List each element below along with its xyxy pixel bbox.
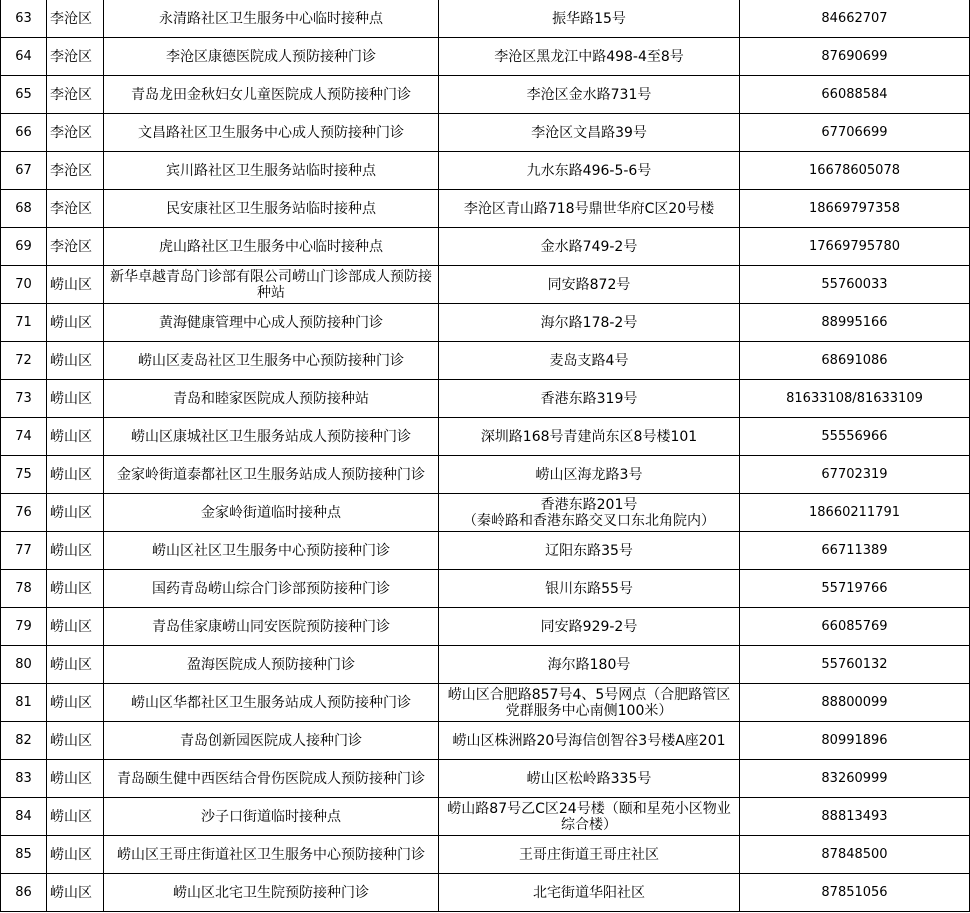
district-cell: 李沧区 — [47, 152, 104, 190]
table-row — [1, 190, 970, 228]
address-cell: 崂山区松岭路335号 — [439, 760, 740, 798]
table-row — [1, 0, 970, 38]
district-cell: 崂山区 — [47, 380, 104, 418]
row-number: 81 — [1, 684, 47, 722]
phone-cell: 18660211791 — [740, 494, 970, 532]
address-cell: 海尔路178-2号 — [439, 304, 740, 342]
site-name-cell: 崂山区康城社区卫生服务站成人预防接种门诊 — [104, 418, 439, 456]
table-row — [1, 228, 970, 266]
row-number: 70 — [1, 266, 47, 304]
site-name-cell: 盈海医院成人预防接种门诊 — [104, 646, 439, 684]
table-row — [1, 304, 970, 342]
address-cell: 金水路749-2号 — [439, 228, 740, 266]
district-cell: 崂山区 — [47, 342, 104, 380]
table-body — [1, 0, 970, 912]
address-cell: 李沧区文昌路39号 — [439, 114, 740, 152]
phone-cell: 67706699 — [740, 114, 970, 152]
row-number: 78 — [1, 570, 47, 608]
district-cell: 崂山区 — [47, 494, 104, 532]
address-cell: 香港东路319号 — [439, 380, 740, 418]
row-number: 64 — [1, 38, 47, 76]
address-cell: 崂山路87号乙C区24号楼（颐和星苑小区物业综合楼） — [439, 798, 740, 836]
phone-cell: 18669797358 — [740, 190, 970, 228]
site-name-cell: 文昌路社区卫生服务中心成人预防接种门诊 — [104, 114, 439, 152]
site-name-cell: 沙子口街道临时接种点 — [104, 798, 439, 836]
address-cell: 海尔路180号 — [439, 646, 740, 684]
row-number: 82 — [1, 722, 47, 760]
district-cell: 崂山区 — [47, 798, 104, 836]
row-number: 71 — [1, 304, 47, 342]
phone-cell: 55719766 — [740, 570, 970, 608]
table-row — [1, 38, 970, 76]
address-cell: 崂山区海龙路3号 — [439, 456, 740, 494]
address-cell: 崂山区合肥路857号4、5号网点（合肥路管区党群服务中心南侧100米） — [439, 684, 740, 722]
table-row — [1, 114, 970, 152]
site-name-cell: 新华卓越青岛门诊部有限公司崂山门诊部成人预防接种站 — [104, 266, 439, 304]
row-number: 72 — [1, 342, 47, 380]
site-name-cell: 崂山区北宅卫生院预防接种门诊 — [104, 874, 439, 912]
phone-cell: 87851056 — [740, 874, 970, 912]
phone-cell: 16678605078 — [740, 152, 970, 190]
row-number: 79 — [1, 608, 47, 646]
site-name-cell: 青岛龙田金秋妇女儿童医院成人预防接种门诊 — [104, 76, 439, 114]
site-name-cell: 民安康社区卫生服务站临时接种点 — [104, 190, 439, 228]
row-number: 86 — [1, 874, 47, 912]
table-row — [1, 152, 970, 190]
district-cell: 李沧区 — [47, 38, 104, 76]
address-cell: 银川东路55号 — [439, 570, 740, 608]
phone-cell: 55760033 — [740, 266, 970, 304]
table-row — [1, 798, 970, 836]
row-number: 85 — [1, 836, 47, 874]
district-cell: 崂山区 — [47, 532, 104, 570]
address-cell: 李沧区青山路718号鼎世华府C区20号楼 — [439, 190, 740, 228]
phone-cell: 88800099 — [740, 684, 970, 722]
address-cell: 崂山区株洲路20号海信创智谷3号楼A座201 — [439, 722, 740, 760]
phone-cell: 88995166 — [740, 304, 970, 342]
table-row — [1, 722, 970, 760]
row-number: 76 — [1, 494, 47, 532]
table-row — [1, 342, 970, 380]
site-name-cell: 崂山区社区卫生服务中心预防接种门诊 — [104, 532, 439, 570]
address-cell: 王哥庄街道王哥庄社区 — [439, 836, 740, 874]
site-name-cell: 虎山路社区卫生服务中心临时接种点 — [104, 228, 439, 266]
site-name-cell: 崂山区麦岛社区卫生服务中心预防接种门诊 — [104, 342, 439, 380]
phone-cell: 66711389 — [740, 532, 970, 570]
table-row — [1, 76, 970, 114]
address-cell: 同安路929-2号 — [439, 608, 740, 646]
district-cell: 李沧区 — [47, 0, 104, 38]
table-row — [1, 380, 970, 418]
row-number: 75 — [1, 456, 47, 494]
address-cell: 麦岛支路4号 — [439, 342, 740, 380]
table-row — [1, 874, 970, 912]
address-cell: 香港东路201号 （秦岭路和香港东路交叉口东北角院内） — [439, 494, 740, 532]
phone-cell: 80991896 — [740, 722, 970, 760]
site-name-cell: 青岛和睦家医院成人预防接种站 — [104, 380, 439, 418]
district-cell: 崂山区 — [47, 608, 104, 646]
district-cell: 崂山区 — [47, 722, 104, 760]
district-cell: 崂山区 — [47, 456, 104, 494]
address-cell: 深圳路168号青建尚东区8号楼101 — [439, 418, 740, 456]
site-name-cell: 青岛佳家康崂山同安医院预防接种门诊 — [104, 608, 439, 646]
district-cell: 李沧区 — [47, 190, 104, 228]
row-number: 68 — [1, 190, 47, 228]
district-cell: 崂山区 — [47, 266, 104, 304]
phone-cell: 87848500 — [740, 836, 970, 874]
site-name-cell: 黄海健康管理中心成人预防接种门诊 — [104, 304, 439, 342]
phone-cell: 84662707 — [740, 0, 970, 38]
phone-cell: 83260999 — [740, 760, 970, 798]
row-number: 69 — [1, 228, 47, 266]
table-row — [1, 456, 970, 494]
row-number: 84 — [1, 798, 47, 836]
site-name-cell: 宾川路社区卫生服务站临时接种点 — [104, 152, 439, 190]
table-row — [1, 608, 970, 646]
district-cell: 崂山区 — [47, 418, 104, 456]
table-row — [1, 494, 970, 532]
phone-cell: 67702319 — [740, 456, 970, 494]
row-number: 77 — [1, 532, 47, 570]
site-name-cell: 国药青岛崂山综合门诊部预防接种门诊 — [104, 570, 439, 608]
district-cell: 崂山区 — [47, 646, 104, 684]
table-row — [1, 570, 970, 608]
site-name-cell: 崂山区华都社区卫生服务站成人预防接种门诊 — [104, 684, 439, 722]
row-number: 73 — [1, 380, 47, 418]
row-number: 83 — [1, 760, 47, 798]
table-row — [1, 684, 970, 722]
site-name-cell: 青岛颐生健中西医结合骨伤医院成人预防接种门诊 — [104, 760, 439, 798]
address-cell: 北宅街道华阳社区 — [439, 874, 740, 912]
phone-cell: 66085769 — [740, 608, 970, 646]
address-cell: 李沧区黑龙江中路498-4至8号 — [439, 38, 740, 76]
site-name-cell: 崂山区王哥庄街道社区卫生服务中心预防接种门诊 — [104, 836, 439, 874]
district-cell: 李沧区 — [47, 228, 104, 266]
address-cell: 辽阳东路35号 — [439, 532, 740, 570]
address-cell: 振华路15号 — [439, 0, 740, 38]
table-row — [1, 836, 970, 874]
district-cell: 李沧区 — [47, 76, 104, 114]
address-cell: 李沧区金水路731号 — [439, 76, 740, 114]
district-cell: 崂山区 — [47, 836, 104, 874]
phone-cell: 17669795780 — [740, 228, 970, 266]
district-cell: 李沧区 — [47, 114, 104, 152]
address-cell: 同安路872号 — [439, 266, 740, 304]
district-cell: 崂山区 — [47, 760, 104, 798]
phone-cell: 55556966 — [740, 418, 970, 456]
table-row — [1, 532, 970, 570]
phone-cell: 55760132 — [740, 646, 970, 684]
site-name-cell: 青岛创新园医院成人接种门诊 — [104, 722, 439, 760]
phone-cell: 88813493 — [740, 798, 970, 836]
row-number: 63 — [1, 0, 47, 38]
district-cell: 崂山区 — [47, 570, 104, 608]
row-number: 65 — [1, 76, 47, 114]
phone-cell: 81633108/81633109 — [740, 380, 970, 418]
site-name-cell: 李沧区康德医院成人预防接种门诊 — [104, 38, 439, 76]
district-cell: 崂山区 — [47, 684, 104, 722]
row-number: 66 — [1, 114, 47, 152]
site-name-cell: 金家岭街道泰都社区卫生服务站成人预防接种门诊 — [104, 456, 439, 494]
table-row — [1, 418, 970, 456]
phone-cell: 68691086 — [740, 342, 970, 380]
district-cell: 崂山区 — [47, 304, 104, 342]
phone-cell: 87690699 — [740, 38, 970, 76]
row-number: 80 — [1, 646, 47, 684]
site-name-cell: 永清路社区卫生服务中心临时接种点 — [104, 0, 439, 38]
district-cell: 崂山区 — [47, 874, 104, 912]
site-name-cell: 金家岭街道临时接种点 — [104, 494, 439, 532]
table-row — [1, 760, 970, 798]
address-cell: 九水东路496-5-6号 — [439, 152, 740, 190]
table-row — [1, 646, 970, 684]
row-number: 74 — [1, 418, 47, 456]
phone-cell: 66088584 — [740, 76, 970, 114]
table-row — [1, 266, 970, 304]
row-number: 67 — [1, 152, 47, 190]
